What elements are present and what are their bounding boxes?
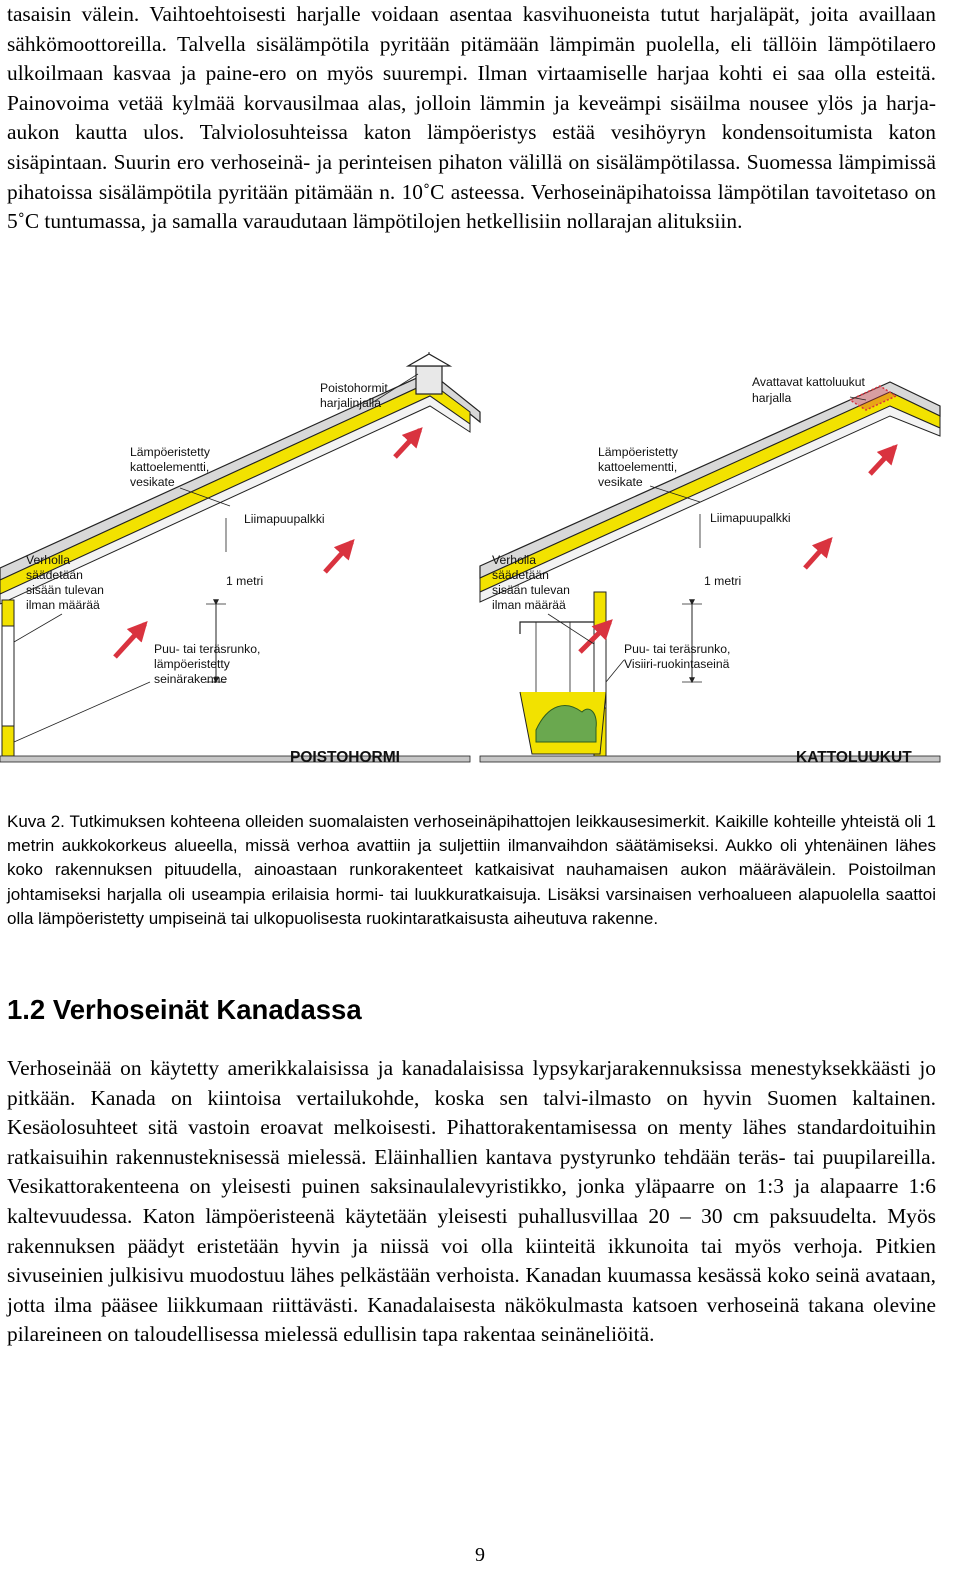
air-flow-arrow: [805, 540, 830, 568]
diagram-title: KATTOLUUKUT: [796, 749, 912, 766]
air-flow-arrow: [395, 430, 420, 457]
ridge-label: Avattavat kattoluukut: [752, 375, 865, 389]
curtain-label: sisään tulevan: [26, 583, 104, 597]
roof-label: kattoelementti,: [130, 460, 210, 474]
wall-label: Visiiri-ruokintaseinä: [624, 657, 730, 671]
wall-label: lämpöeristetty: [154, 657, 230, 671]
svg-text:Lämpöeristetty: [598, 445, 679, 459]
curtain-label: säädetään: [26, 568, 83, 582]
svg-text:Verholla: [26, 553, 70, 567]
wall-lower: [2, 726, 14, 756]
ridge-label: harjalla: [752, 391, 792, 405]
svg-text:ilman määrää: [492, 598, 566, 612]
svg-text:seinärakenne: [154, 672, 227, 686]
wall-upper: [2, 600, 14, 626]
roof-label: Lämpöeristetty: [130, 445, 210, 459]
svg-text:sisään tulevan: [26, 583, 104, 597]
height-label: 1 metri: [704, 574, 742, 588]
air-flow-arrow: [870, 447, 895, 474]
svg-text:Liimapuupalkki: [710, 511, 791, 525]
curtain-opening: [2, 626, 14, 726]
wall-label: seinärakenne: [154, 672, 228, 686]
diagram-title: POISTOHORMI: [290, 749, 400, 766]
curtain-label: ilman määrää: [492, 598, 566, 612]
exhaust-chimney: [416, 366, 442, 394]
ridge-label: harjalinjalla: [320, 396, 381, 410]
roof-label: Lämpöeristetty: [598, 445, 678, 459]
body-paragraph: Verhoseinää on käytetty amerikkalaisissa ja kanadalaisissa lypsykarjarakennuksissa menestyksekkäästi jo pitkään. Kanada on kiintoisa vertailukohde, koska sen talvi-ilmasto on hyvin Suomen kaltainen. Kesäolosuhteet sitä vastoin eroavat melkoisesti. Pihattorakentamisessa on menty lähes standardoituihin ratkaisuihin rakennusteknisessä mielessä. Eläinhallien kantava pystyrunko tehdään teräs- tai puupilareilla. Vesikattorakenteena on yleisesti puinen saksinaulalevyristikko, jonka yläpaarre on 1:3 ja alapaarre 1:6 kaltevuudessa. Katon lämpöeristeenä käytetään yleisesti puhallusvillaa 20 – 30 cm paksuudelta. Myös rakennuksen päädyt eristetään hyvin ja niissä voi olla kiinteitä ikkunoita tai myös verhoja. Pitkien sivuseinien julkisivu muodostuu lähes pelkästään verhoista. Kanadan kuumassa kesässä koko seinä avataan, jotta ilma pääsee liikkumaan riittävästi. Kanadalaisesta näkökulmasta katsoen verhoseinä takana olevine pilareineen on taloudellisessa mielessä edullisin tapa rakentaa seinäneliöitä.: [7, 1056, 936, 1347]
wall-label: Puu- tai teräsrunko,: [154, 642, 261, 656]
svg-text:harjalinjalla: [320, 396, 381, 410]
ridge-label: Poistohormit: [320, 381, 388, 395]
figure-caption: Kuva 2. Tutkimuksen kohteena olleiden suomalaisten verhoseinäpihattojen leikkausesimerkit. Kaikille kohteille yhteistä oli 1 metrin aukkokorkeus alueella, missä verhoa avattiin ja suljettiin ilmanvaihdon säätämiseksi. Aukko oli yhtenäinen lähes koko rakennuksen pituudella, ainoastaan runkorakenteet katkaisivat nauhamaisen aukon määrävälein. Poistoilman johtamiseksi harjalla oli useampia erilaisia hormi- tai luukkuratkaisuja. Lisäksi varsinaisen verhoalueen alapuolella saattoi olla lämpöeristetty umpiseinä tai ulkopuolisesta ruokintaratkaisusta aiheutuva rakenne.: [7, 812, 936, 928]
curtain-label: Verholla: [26, 553, 71, 567]
wall-label: Puu- tai teräsrunko,: [624, 642, 731, 656]
beam-label: Liimapuupalkki: [710, 511, 791, 525]
curtain-label: ilman määrää: [26, 598, 100, 612]
svg-text:Poistohormit: [320, 381, 388, 395]
svg-text:vesikate: [598, 475, 643, 489]
curtain-label: säädetään: [492, 568, 549, 582]
section-heading: 1.2 Verhoseinät Kanadassa: [7, 994, 362, 1025]
intro-paragraph: tasaisin välein. Vaihtoehtoisesti harjalle voidaan asentaa kasvihuoneista tutut harjaläpät, joita availlaan sähkömoottoreilla. Talvella sisälämpötila pyritään pitämään lämpimän puolella, eli tällöin lämpötilaero ulkoilmaan kasvaa ja paine-ero on myös suurempi. Ilman virtaamiselle harjaa kohti ei saa olla esteitä. Painovoima vetää kylmää korvausilmaa alas, jolloin lämmin ja keveämpi sisäilma nousee ylös ja harja-aukon kautta ulos. Talviolosuhteissa katon lämpöeristys estää vesihöyryn kondensoitumista katon sisäpintaan. Suurin ero verhoseinä- ja perinteisen pihaton välillä on sisälämpötilassa. Suomessa lämpimissä pihatoissa sisälämpötila pyritään pitämään n. 10˚C asteessa. Verhoseinäpihatoissa lämpötilan tavoitetaso on 5˚C tuntumassa, ja samalla varaudutaan lämpötilojen hetkellisiin nollarajan alituksiin.: [7, 2, 936, 234]
svg-text:Lämpöeristetty: [130, 445, 211, 459]
air-flow-arrow: [325, 542, 352, 572]
svg-text:kattoelementti,: [130, 460, 209, 474]
svg-text:Puu- tai teräsrunko,: [624, 642, 730, 656]
svg-text:säädetään: [492, 568, 549, 582]
right-section-diagram: [480, 375, 940, 766]
beam-label: Liimapuupalkki: [244, 512, 325, 526]
height-label: 1 metri: [226, 574, 264, 588]
page-number: 9: [475, 1544, 485, 1566]
svg-text:1 metri: [704, 574, 741, 588]
roof-label: vesikate: [598, 475, 643, 489]
curtain-label: sisään tulevan: [492, 583, 570, 597]
svg-text:lämpöeristetty: [154, 657, 231, 671]
svg-text:Visiiri-ruokintaseinä: [624, 657, 730, 671]
chimney-cap: [408, 354, 450, 366]
curtain-label: Verholla: [492, 553, 537, 567]
air-flow-arrow: [115, 624, 145, 657]
svg-text:ilman määrää: [26, 598, 100, 612]
feeding-visor: [520, 622, 594, 634]
svg-text:POISTOHORMI: [290, 749, 400, 766]
svg-text:Avattavat kattoluukut: [752, 375, 866, 389]
left-section-diagram: [0, 352, 480, 766]
svg-text:1 metri: [226, 574, 263, 588]
roof-label: vesikate: [130, 475, 175, 489]
svg-text:kattoelementti,: [598, 460, 677, 474]
svg-text:KATTOLUUKUT: [796, 749, 912, 766]
svg-text:säädetään: [26, 568, 83, 582]
roof-beam: [480, 406, 940, 602]
roof-label: kattoelementti,: [598, 460, 678, 474]
svg-text:Puu- tai teräsrunko,: [154, 642, 260, 656]
svg-text:Liimapuupalkki: [244, 512, 325, 526]
svg-text:vesikate: [130, 475, 175, 489]
svg-text:harjalla: [752, 391, 792, 405]
wall-upper: [594, 592, 606, 628]
svg-text:sisään tulevan: [492, 583, 570, 597]
svg-text:Verholla: [492, 553, 536, 567]
building-section-figure: [0, 352, 960, 800]
